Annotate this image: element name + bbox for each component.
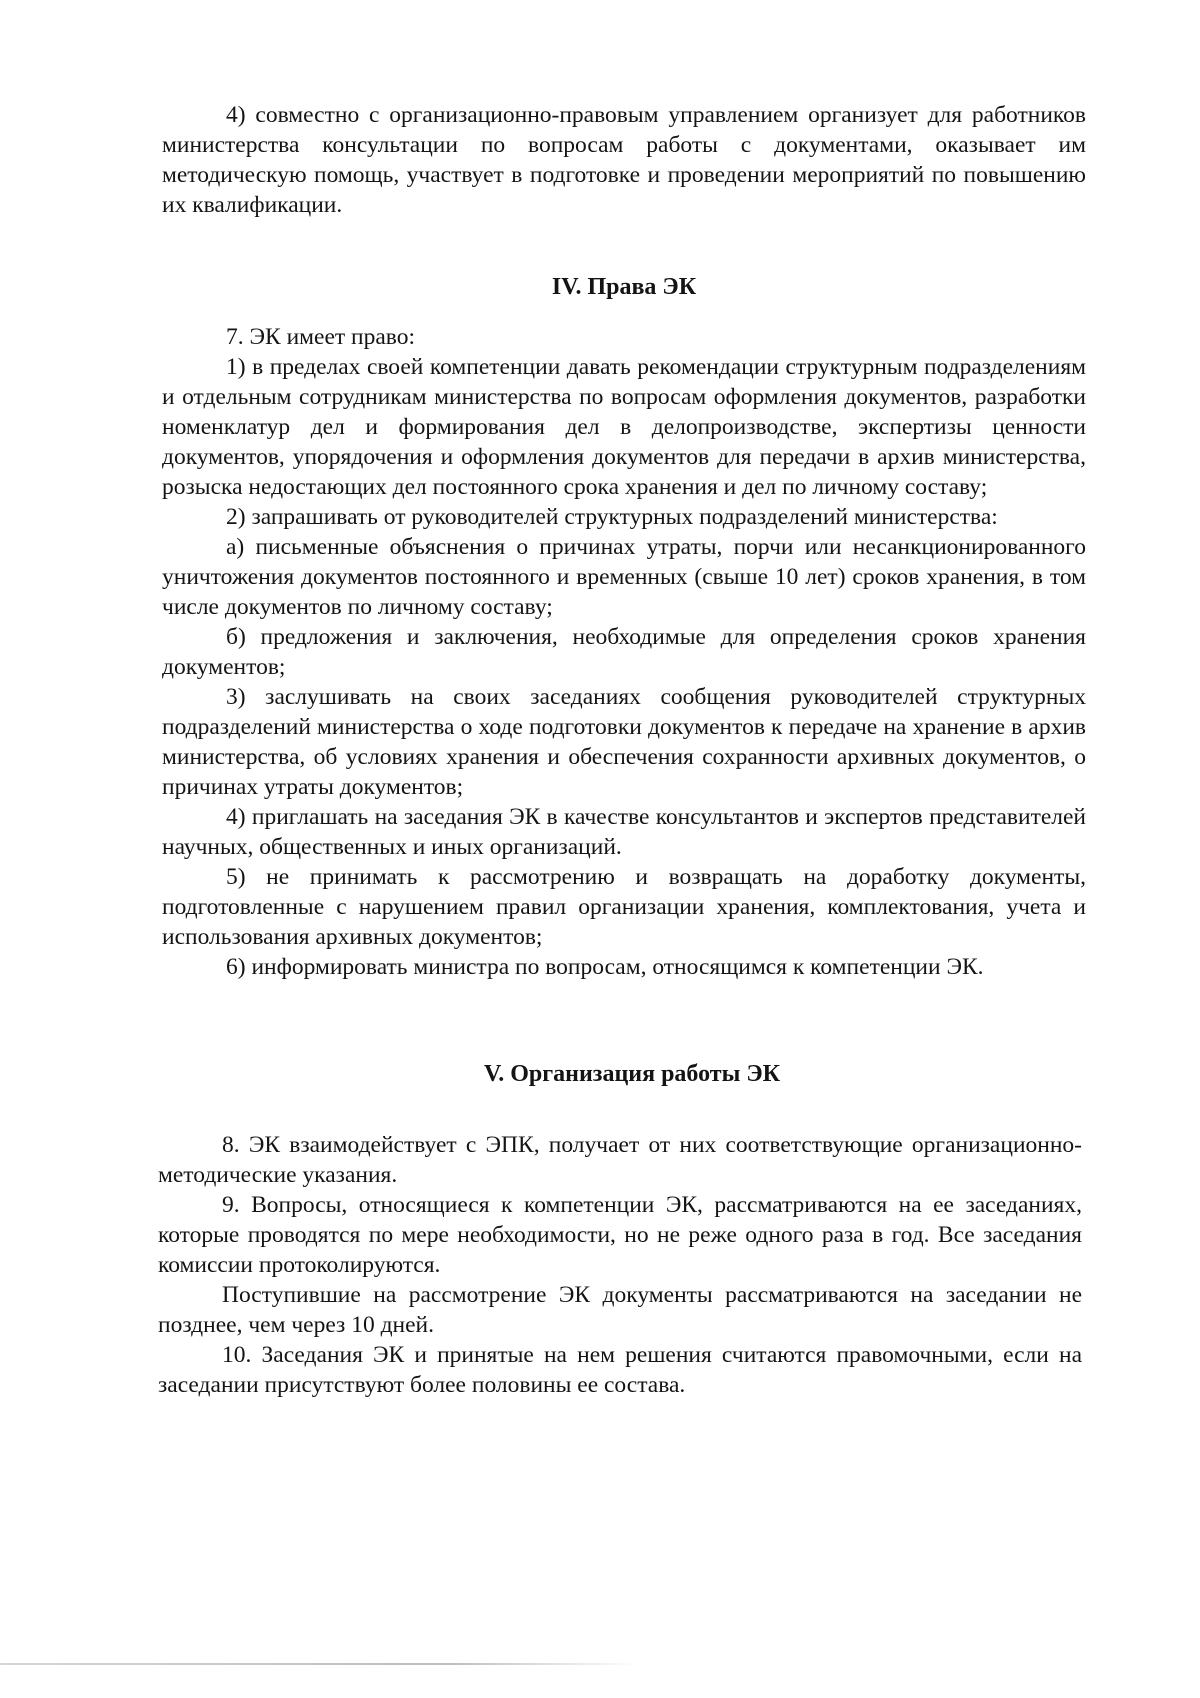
paragraph-right-2: 2) запрашивать от руководителей структурных подразделений министерства: bbox=[226, 504, 998, 530]
section-4-body bbox=[162, 322, 1086, 982]
paragraph-9-deadline: Поступившие на рассмотрение ЭК документы рассматриваются на заседании не позднее, чем через 10 дней. bbox=[158, 1282, 1082, 1338]
section-5-heading-block bbox=[170, 1059, 1094, 1089]
paragraph-right-5: 5) не принимать к рассмотрению и возвращать на доработку документы, подготовленные с нарушением правил организации хранения, комплектования, учета и использования архивных документов; bbox=[162, 864, 1086, 950]
paragraph-right-6: 6) информировать министра по вопросам, относящимся к компетенции ЭК. bbox=[226, 954, 984, 980]
paragraph-item-4-methodical-help: 4) совместно с организационно-правовым управлением организует для работников министерства консультации по вопросам работы с документами, оказывает им методическую помощь, участвует в подготовке и проведении мероприятий по повышению их квалификации. bbox=[162, 102, 1086, 218]
intro-block bbox=[162, 100, 1086, 220]
section-heading-organization: V. Организация работы ЭК bbox=[483, 1061, 780, 1087]
paragraph-right-2a: а) письменные объяснения о причинах утраты, порчи или несанкционированного уничтожения документов постоянного и временных (свыше 10 лет) сроков хранения, в том числе документов по личному составу; bbox=[162, 534, 1086, 620]
paragraph-7-rights: 7. ЭК имеет право: bbox=[226, 324, 415, 350]
section-4-heading-block bbox=[162, 272, 1086, 302]
paragraph-8: 8. ЭК взаимодействует с ЭПК, получает от них соответствующие организационно-методические указания. bbox=[158, 1132, 1082, 1188]
paragraph-right-2b: б) предложения и заключения, необходимые для определения сроков хранения документов; bbox=[162, 624, 1086, 680]
scan-edge-line bbox=[0, 1663, 640, 1665]
section-5-body bbox=[158, 1130, 1082, 1400]
paragraph-right-3: 3) заслушивать на своих заседаниях сообщения руководителей структурных подразделений министерства о ходе подготовки документов к передаче на хранение в архив министерства, об условиях хранения и обеспечения сохранности архивных документов, о причинах утраты документов; bbox=[162, 684, 1086, 800]
paragraph-9: 9. Вопросы, относящиеся к компетенции ЭК, рассматриваются на ее заседаниях, которые проводятся по мере необходимости, но не реже одного раза в год. Все заседания комиссии протоколируются. bbox=[158, 1192, 1082, 1278]
section-heading-rights: IV. Права ЭК bbox=[551, 274, 697, 300]
paragraph-10: 10. Заседания ЭК и принятые на нем решения считаются правомочными, если на заседании присутствуют более половины ее состава. bbox=[158, 1342, 1082, 1398]
paragraph-right-1: 1) в пределах своей компетенции давать рекомендации структурным подразделениям и отдельным сотрудникам министерства по вопросам оформления документов, разработки номенклатур дел и формирования дел в делопроизводстве, экспертизы ценности документов, упорядочения и оформления документов для передачи в архив министерства, розыска недостающих дел постоянного срока хранения и дел по личному составу; bbox=[162, 354, 1086, 500]
paragraph-right-4: 4) приглашать на заседания ЭК в качестве консультантов и экспертов представителей научных, общественных и иных организаций. bbox=[162, 804, 1086, 860]
